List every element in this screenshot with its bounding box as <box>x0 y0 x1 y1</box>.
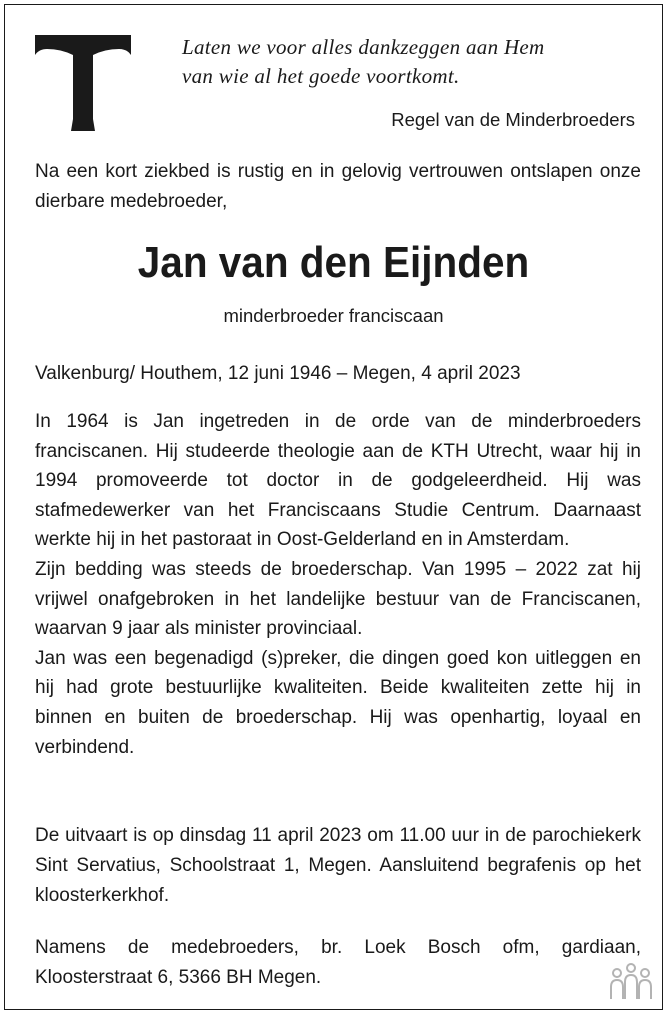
biography <box>35 407 641 762</box>
quote-line-2: van wie al het goede voortkomt. <box>182 64 460 88</box>
people-group-icon <box>608 961 654 1001</box>
quote-source: Regel van de Minderbroeders <box>391 109 635 130</box>
tau-cross-icon <box>35 35 131 131</box>
funeral-details: De uitvaart is op dinsdag 11 april 2023 om 11.00 uur in de parochiekerk Sint Servatius, Schoolstraat 1, Megen. Aansluitend begrafenis op het kloosterkerkhof. <box>35 825 641 906</box>
intro-text: Na een kort ziekbed is rustig en in gelovig vertrouwen ontslapen onze dierbare medebroeder, <box>35 161 641 212</box>
deceased-role: minderbroeder franciscaan <box>223 305 444 326</box>
bio-paragraph: Zijn bedding was steeds de broederschap. Van 1995 – 2022 zat hij vrijwel onafgebroken in het landelijke bestuur van de Franciscanen, waarvan 9 jaar als minister provinciaal. <box>35 558 641 640</box>
signoff: Namens de medebroeders, br. Loek Bosch ofm, gardiaan, Kloosterstraat 6, 5366 BH Megen. <box>35 937 641 988</box>
bio-paragraph: Jan was een begenadigd (s)preker, die dingen goed kon uitleggen en hij had grote bestuurlijke kwaliteiten. Beide kwaliteiten zette hij in binnen en buiten de broederschap. Hij was openhartig, loyaal en verbindend. <box>35 647 641 758</box>
birth-death-dates: Valkenburg/ Houthem, 12 juni 1946 – Megen, 4 april 2023 <box>35 363 521 384</box>
quote-line-1: Laten we voor alles dankzeggen aan Hem <box>182 35 545 59</box>
bio-paragraph: In 1964 is Jan ingetreden in de orde van de minderbroeders franciscanen. Hij studeerde theologie aan de KTH Utrecht, waar hij in 1994 promoveerde tot doctor in de godgeleerdheid. Hij was stafmedewerker van het Franciscaans Studie Centrum. Daarnaast werkte hij in het pastoraat in Oost-Gelderland en in Amsterdam. <box>35 411 641 551</box>
deceased-name: Jan van den Eijnden <box>137 238 530 287</box>
opening-quote <box>182 33 642 91</box>
obituary-card <box>4 4 663 1010</box>
